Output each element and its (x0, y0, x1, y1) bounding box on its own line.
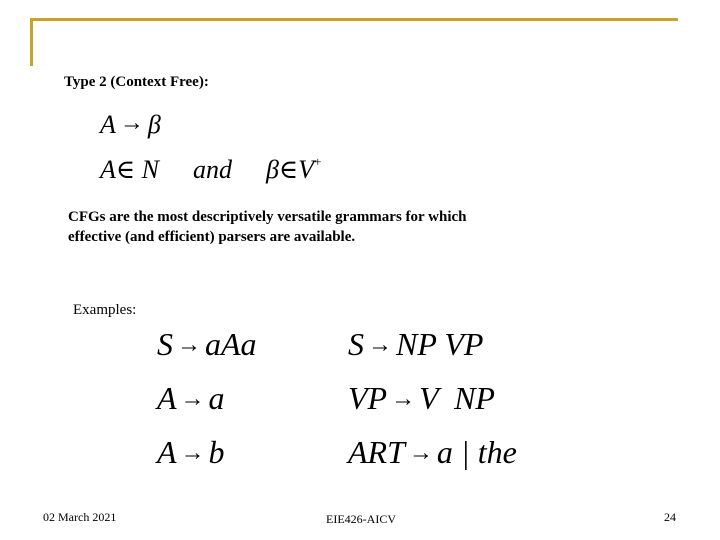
arrow-icon: → (177, 332, 201, 358)
arrow-icon: → (408, 440, 433, 466)
examples-label: Examples: (73, 302, 137, 318)
example-rule: A → b (157, 434, 225, 470)
decorative-horizontal-bar (30, 18, 678, 21)
slide-title: Type 2 (Context Free): (64, 74, 209, 90)
paragraph-line: CFGs are the most descriptively versatile grammars for which (68, 209, 467, 225)
footer-date: 02 March 2021 (43, 510, 117, 524)
example-rule: A → a (157, 380, 225, 416)
arrow-icon: → (391, 386, 416, 412)
page-number: 24 (664, 510, 676, 524)
example-rule: ART → a | the (348, 434, 517, 470)
rule-line-2 (100, 154, 321, 185)
rule-left: A∈ N (100, 155, 159, 184)
arrow-icon: → (119, 110, 144, 136)
rule-right: β∈V (265, 155, 315, 184)
decorative-vertical-bar (30, 18, 33, 66)
rule-line-1 (100, 110, 161, 140)
rule-lhs: A (100, 110, 116, 139)
arrow-icon: → (368, 332, 392, 358)
footer-course: EIE426-AICV (326, 512, 396, 526)
rule-rhs: β (147, 110, 161, 139)
example-rule: S → NP VP (348, 326, 484, 362)
example-rule: VP → V NP (348, 380, 495, 416)
example-rule: S → aAa (157, 326, 257, 362)
rule-connector: and (192, 155, 232, 184)
paragraph-line: effective (and efficient) parsers are available. (68, 229, 356, 245)
arrow-icon: → (180, 440, 205, 466)
arrow-icon: → (180, 386, 205, 412)
rule-superscript: + (314, 154, 322, 169)
description-paragraph (68, 207, 628, 247)
